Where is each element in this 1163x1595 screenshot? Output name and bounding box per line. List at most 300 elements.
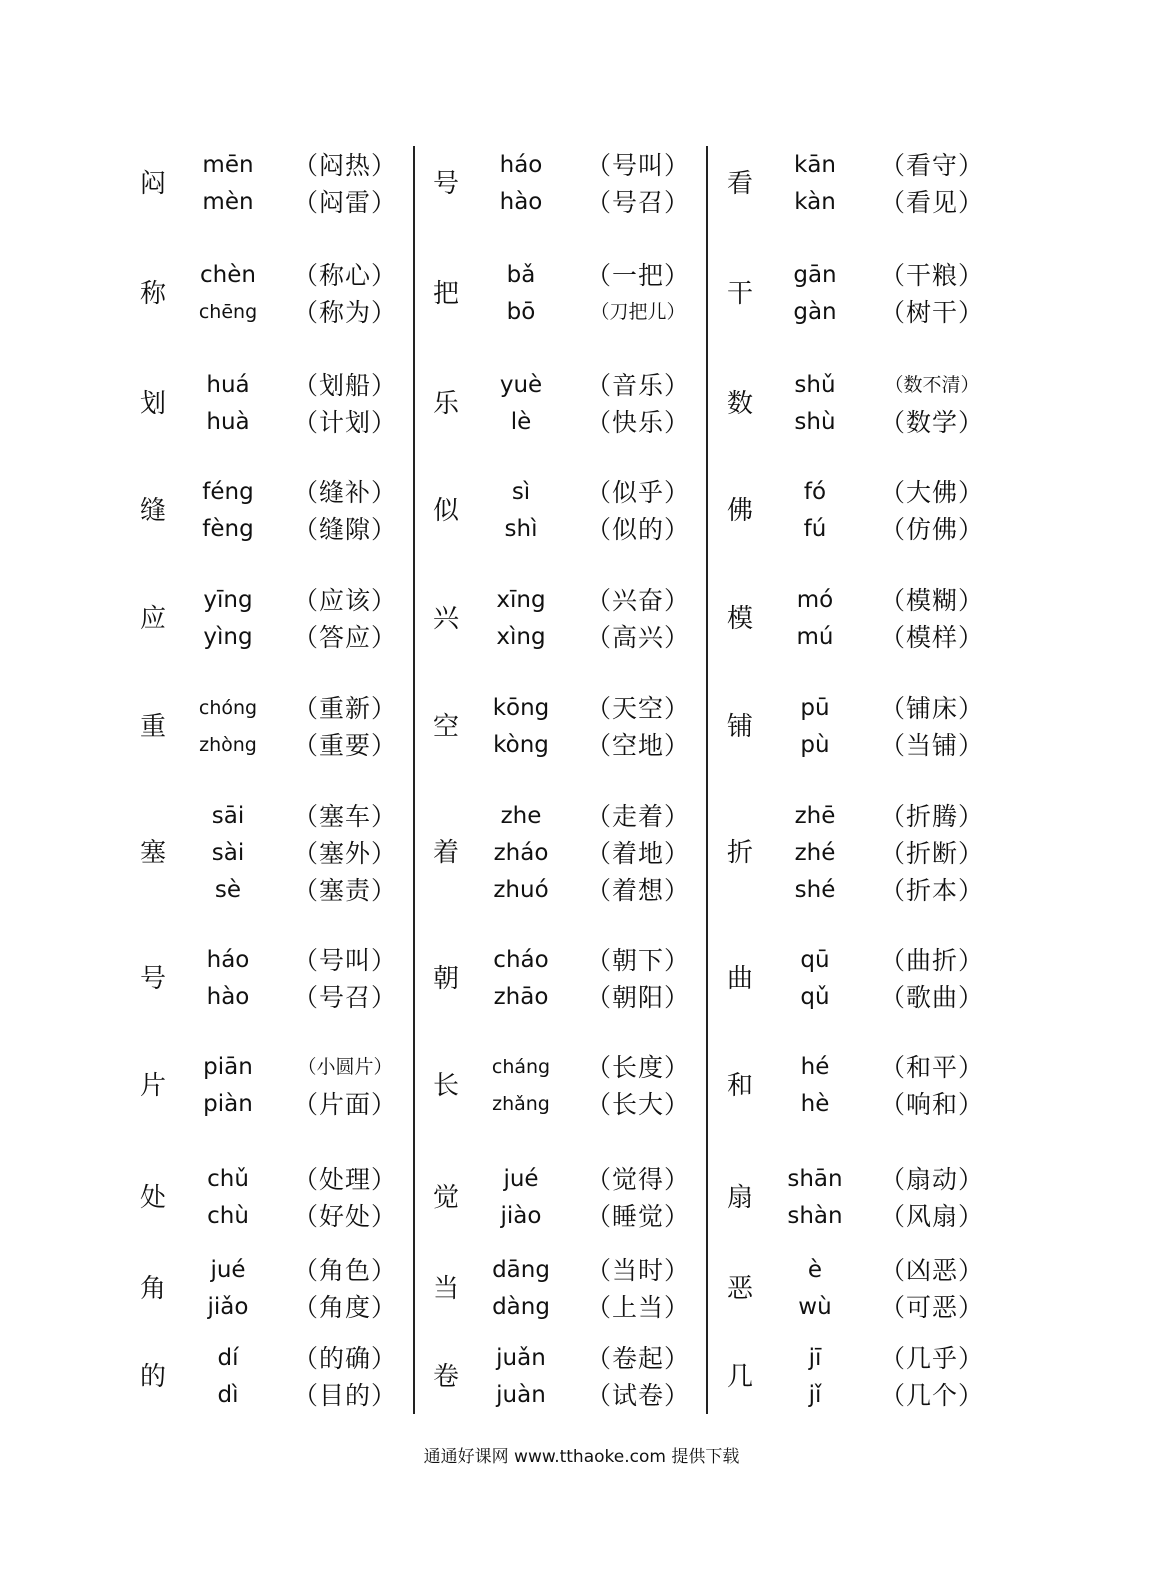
reading-line <box>427 1086 721 1123</box>
reading-line <box>721 1377 1015 1414</box>
reading-line <box>134 979 428 1016</box>
reading-line <box>427 1198 721 1235</box>
polyphone-character: 处 <box>139 1183 166 1213</box>
reading-line <box>134 835 428 872</box>
polyphone-character: 干 <box>726 279 753 309</box>
reading-line <box>427 511 721 548</box>
reading-line <box>427 294 721 331</box>
reading-line <box>721 727 1015 764</box>
reading-line <box>134 294 428 331</box>
pinyin: hào <box>206 984 250 1010</box>
polyphone-entry <box>427 367 721 441</box>
reading-line <box>427 619 721 656</box>
reading-line <box>134 1198 428 1235</box>
reading-line <box>427 1161 721 1198</box>
reading-line <box>427 942 721 979</box>
example-word: （朝阳） <box>585 983 690 1012</box>
pinyin: juàn <box>496 1382 546 1408</box>
polyphone-entry <box>427 1340 721 1414</box>
pinyin: shàn <box>787 1203 843 1229</box>
reading-line <box>721 979 1015 1016</box>
pinyin: hé <box>800 1054 830 1080</box>
example-word: （模糊） <box>879 586 984 615</box>
reading-line <box>134 1289 428 1326</box>
pinyin: shǔ <box>794 372 836 398</box>
example-word: （塞外） <box>292 838 397 868</box>
pinyin: juǎn <box>496 1345 546 1371</box>
pinyin: shé <box>794 876 836 903</box>
polyphone-character: 号 <box>139 964 166 994</box>
example-word: （闷雷） <box>292 188 397 217</box>
example-word: （仿佛） <box>879 515 984 544</box>
example-word: （快乐） <box>585 408 690 437</box>
reading-line <box>134 257 428 294</box>
footer-text: 通通好课网 www.tthaoke.com 提供下载 <box>423 1447 740 1467</box>
column-divider <box>706 146 708 1414</box>
polyphone-character: 长 <box>432 1071 459 1101</box>
reading-line <box>427 474 721 511</box>
polyphone-character: 缝 <box>139 496 166 526</box>
example-word: （称为） <box>292 298 397 327</box>
reading-line <box>721 404 1015 441</box>
polyphone-entry <box>134 474 428 548</box>
pinyin: féng <box>202 479 254 505</box>
pinyin: fú <box>803 516 827 542</box>
reading-line <box>134 1252 428 1289</box>
reading-line <box>134 1086 428 1123</box>
pinyin: kōng <box>492 695 550 721</box>
polyphone-entry <box>721 942 1015 1016</box>
example-word: （可恶） <box>879 1293 984 1322</box>
reading-line <box>721 511 1015 548</box>
reading-line <box>721 942 1015 979</box>
example-word: （走着） <box>585 801 690 831</box>
pinyin: huá <box>206 372 250 398</box>
polyphone-entry <box>134 147 428 221</box>
example-word: （几个） <box>879 1381 984 1410</box>
polyphone-entry <box>427 798 721 909</box>
polyphone-entry <box>721 1340 1015 1414</box>
example-word: （长度） <box>585 1053 690 1082</box>
example-word: （重新） <box>292 694 397 723</box>
example-word: （缝隙） <box>292 515 397 544</box>
reading-line <box>427 835 721 872</box>
example-word: （风扇） <box>879 1202 984 1231</box>
polyphone-character: 划 <box>139 389 166 419</box>
reading-line <box>721 367 1015 404</box>
example-word: （看见） <box>879 188 984 217</box>
polyphone-character: 号 <box>432 169 459 199</box>
polyphone-character: 看 <box>726 169 753 199</box>
example-word: （角度） <box>292 1293 397 1322</box>
pinyin: jǐ <box>808 1382 822 1408</box>
example-word: （树干） <box>879 298 984 327</box>
pinyin: háo <box>206 947 250 973</box>
polyphone-entry <box>134 367 428 441</box>
polyphone-character: 模 <box>726 604 753 634</box>
example-word: （数学） <box>879 408 984 437</box>
example-word: （似乎） <box>585 478 690 507</box>
example-word: （的确） <box>292 1344 397 1373</box>
pinyin: zháo <box>493 839 549 866</box>
example-word: （应该） <box>292 586 397 615</box>
pinyin: dàng <box>492 1294 550 1320</box>
example-word: （扇动） <box>879 1165 984 1194</box>
example-word: （空地） <box>585 731 690 760</box>
pinyin: gàn <box>793 299 837 325</box>
reading-line <box>721 1289 1015 1326</box>
example-word: （试卷） <box>585 1381 690 1410</box>
example-word: （天空） <box>585 694 690 723</box>
example-word: （当时） <box>585 1256 690 1285</box>
polyphone-character: 恶 <box>726 1274 753 1304</box>
example-word: （闷热） <box>292 151 397 180</box>
pinyin: dāng <box>492 1257 550 1283</box>
pinyin: jué <box>210 1257 246 1283</box>
pinyin: chǔ <box>207 1166 249 1192</box>
polyphone-character: 角 <box>139 1274 166 1304</box>
polyphone-character: 和 <box>726 1071 753 1101</box>
example-word: （答应） <box>292 623 397 652</box>
pinyin: qǔ <box>800 984 830 1010</box>
polyphone-entry <box>134 582 428 656</box>
pinyin: zhé <box>794 839 836 866</box>
polyphone-entry <box>721 1161 1015 1235</box>
polyphone-entry <box>721 367 1015 441</box>
polyphone-character: 兴 <box>432 604 459 634</box>
reading-line <box>721 798 1015 835</box>
reading-line <box>721 872 1015 909</box>
pinyin: jiǎo <box>207 1294 249 1320</box>
pinyin: xīng <box>496 587 546 613</box>
polyphone-entry <box>134 942 428 1016</box>
reading-line <box>134 727 428 764</box>
example-word: （号召） <box>585 188 690 217</box>
example-word: （重要） <box>292 731 397 760</box>
reading-line <box>134 1377 428 1414</box>
reading-line <box>134 367 428 404</box>
polyphone-character: 似 <box>432 496 459 526</box>
polyphone-entry <box>427 257 721 331</box>
pinyin: zhē <box>794 802 836 829</box>
example-word: （一把） <box>585 261 690 290</box>
polyphone-character: 着 <box>432 838 459 868</box>
pinyin: sāi <box>211 802 245 829</box>
polyphone-entry <box>134 798 428 909</box>
pinyin: cháng <box>491 1056 551 1078</box>
reading-line <box>427 727 721 764</box>
pinyin: pū <box>800 695 830 721</box>
polyphone-entry <box>721 582 1015 656</box>
pinyin: yuè <box>499 372 543 398</box>
pinyin: yīng <box>203 587 253 613</box>
example-word: （塞责） <box>292 875 397 905</box>
reading-line <box>427 979 721 1016</box>
reading-line <box>427 798 721 835</box>
reading-line <box>721 835 1015 872</box>
pinyin: háo <box>499 152 543 178</box>
pinyin: chèn <box>200 262 256 288</box>
pinyin: gān <box>793 262 837 288</box>
pinyin: jī <box>808 1345 822 1371</box>
pinyin: piān <box>203 1054 253 1080</box>
reading-line <box>721 184 1015 221</box>
reading-line <box>134 511 428 548</box>
example-word: （角色） <box>292 1256 397 1285</box>
example-word: （上当） <box>585 1293 690 1322</box>
example-word: （号叫） <box>292 946 397 975</box>
example-word: （歌曲） <box>879 983 984 1012</box>
polyphone-entry <box>134 257 428 331</box>
reading-line <box>427 1252 721 1289</box>
reading-line <box>721 1161 1015 1198</box>
pinyin: kān <box>794 152 836 178</box>
polyphone-entry <box>427 1049 721 1123</box>
polyphone-entry <box>721 798 1015 909</box>
polyphone-entry <box>134 1049 428 1123</box>
pinyin: piàn <box>203 1091 253 1117</box>
example-word: （称心） <box>292 261 397 290</box>
pinyin: zhuó <box>493 876 549 903</box>
example-word: （大佛） <box>879 478 984 507</box>
example-word: （朝下） <box>585 946 690 975</box>
reading-line <box>427 690 721 727</box>
polyphone-character: 朝 <box>432 964 459 994</box>
polyphone-entry <box>427 474 721 548</box>
example-word: （卷起） <box>585 1344 690 1373</box>
reading-line <box>721 1049 1015 1086</box>
pinyin: zhǎng <box>492 1093 550 1115</box>
reading-line <box>134 147 428 184</box>
reading-line <box>427 184 721 221</box>
reading-line <box>427 404 721 441</box>
example-word: （刀把儿） <box>590 301 686 323</box>
polyphone-entry <box>134 1340 428 1414</box>
polyphone-character: 曲 <box>726 964 753 994</box>
example-word: （号召） <box>292 983 397 1012</box>
pinyin: dì <box>217 1382 239 1408</box>
reading-line <box>427 872 721 909</box>
example-word: （目的） <box>292 1381 397 1410</box>
column-divider <box>413 146 415 1414</box>
reading-line <box>427 257 721 294</box>
pinyin: qū <box>800 947 830 973</box>
reading-line <box>427 1377 721 1414</box>
example-word: （小圆片） <box>297 1056 393 1078</box>
example-word: （好处） <box>292 1202 397 1231</box>
pinyin: kàn <box>794 189 836 215</box>
example-word: （模样） <box>879 623 984 652</box>
pinyin: mēn <box>202 152 254 178</box>
reading-line <box>134 404 428 441</box>
polyphone-character: 闷 <box>139 169 166 199</box>
pinyin: zhāo <box>493 984 549 1010</box>
reading-line <box>427 1340 721 1377</box>
example-word: （兴奋） <box>585 586 690 615</box>
reading-line <box>721 690 1015 727</box>
example-word: （号叫） <box>585 151 690 180</box>
reading-line <box>721 1086 1015 1123</box>
polyphone-character: 称 <box>139 279 166 309</box>
pinyin: chóng <box>198 697 258 719</box>
example-word: （数不清） <box>884 374 980 396</box>
example-word: （塞车） <box>292 801 397 831</box>
pinyin: bǎ <box>506 262 536 288</box>
reading-line <box>427 367 721 404</box>
polyphone-character: 几 <box>726 1362 753 1392</box>
pinyin: shì <box>504 516 538 542</box>
example-word: （划船） <box>292 371 397 400</box>
reading-line <box>134 942 428 979</box>
polyphone-entry <box>427 1252 721 1326</box>
pinyin: sài <box>211 839 245 866</box>
polyphone-character: 片 <box>139 1071 166 1101</box>
reading-line <box>134 1340 428 1377</box>
reading-line <box>134 1049 428 1086</box>
pinyin: kòng <box>493 732 549 758</box>
polyphone-character: 扇 <box>726 1183 753 1213</box>
reading-line <box>721 619 1015 656</box>
pinyin: fèng <box>202 516 254 542</box>
reading-line <box>427 147 721 184</box>
polyphone-character: 卷 <box>432 1362 459 1392</box>
example-word: （长大） <box>585 1090 690 1119</box>
reading-line <box>721 474 1015 511</box>
pinyin: fó <box>803 479 827 505</box>
pinyin: pù <box>800 732 830 758</box>
reading-line <box>721 582 1015 619</box>
reading-line <box>721 147 1015 184</box>
reading-line <box>134 474 428 511</box>
reading-line <box>134 582 428 619</box>
polyphone-entry <box>427 942 721 1016</box>
pinyin: huà <box>206 409 250 435</box>
example-word: （凶恶） <box>879 1256 984 1285</box>
example-word: （着地） <box>585 838 690 868</box>
pinyin: wù <box>798 1294 832 1320</box>
pinyin: lè <box>510 409 532 435</box>
reading-line <box>721 1198 1015 1235</box>
polyphone-character: 折 <box>726 838 753 868</box>
example-word: （高兴） <box>585 623 690 652</box>
example-word: （睡觉） <box>585 1202 690 1231</box>
reading-line <box>134 619 428 656</box>
reading-line <box>427 1289 721 1326</box>
example-word: （几乎） <box>879 1344 984 1373</box>
pinyin: jué <box>503 1166 539 1192</box>
example-word: （和平） <box>879 1053 984 1082</box>
example-word: （干粮） <box>879 261 984 290</box>
pinyin: bō <box>506 299 536 325</box>
pinyin: sè <box>214 876 242 903</box>
polyphone-character: 塞 <box>139 838 166 868</box>
reading-line <box>721 294 1015 331</box>
pinyin: chù <box>207 1203 249 1229</box>
polyphone-entry <box>427 147 721 221</box>
polyphone-entry <box>134 1161 428 1235</box>
example-word: （折腾） <box>879 801 984 831</box>
pinyin: zhòng <box>199 734 257 756</box>
example-word: （片面） <box>292 1090 397 1119</box>
reading-line <box>427 582 721 619</box>
example-word: （折本） <box>879 875 984 905</box>
polyphone-entry <box>134 690 428 764</box>
polyphone-entry <box>721 690 1015 764</box>
polyphone-entry <box>721 257 1015 331</box>
reading-line <box>134 872 428 909</box>
reading-line <box>427 1049 721 1086</box>
polyphone-entry <box>427 690 721 764</box>
pinyin: mèn <box>202 189 254 215</box>
example-word: （响和） <box>879 1090 984 1119</box>
reading-line <box>134 184 428 221</box>
pinyin: cháo <box>493 947 549 973</box>
example-word: （着想） <box>585 875 690 905</box>
polyphone-character: 空 <box>432 712 459 742</box>
pinyin: mó <box>796 587 834 613</box>
pinyin: sì <box>511 479 531 505</box>
reading-line <box>721 1340 1015 1377</box>
polyphone-character: 数 <box>726 389 753 419</box>
reading-line <box>721 257 1015 294</box>
example-word: （缝补） <box>292 478 397 507</box>
example-word: （似的） <box>585 515 690 544</box>
reading-line <box>134 1161 428 1198</box>
polyphone-entry <box>721 1252 1015 1326</box>
example-word: （处理） <box>292 1165 397 1194</box>
reading-line <box>134 798 428 835</box>
example-word: （铺床） <box>879 694 984 723</box>
polyphone-entry <box>721 474 1015 548</box>
polyphone-character: 应 <box>139 604 166 634</box>
polyphone-character: 觉 <box>432 1183 459 1213</box>
polyphone-character: 佛 <box>726 496 753 526</box>
example-word: （当铺） <box>879 731 984 760</box>
pinyin: jiào <box>500 1203 542 1229</box>
reading-line <box>134 690 428 727</box>
example-word: （曲折） <box>879 946 984 975</box>
polyphone-entry <box>427 1161 721 1235</box>
polyphone-character: 把 <box>432 279 459 309</box>
polyphone-character: 重 <box>139 712 166 742</box>
example-word: （看守） <box>879 151 984 180</box>
pinyin: zhe <box>500 802 542 829</box>
pinyin: mú <box>796 624 834 650</box>
pinyin: è <box>807 1257 823 1283</box>
polyphone-character: 铺 <box>726 712 753 742</box>
polyphone-character: 当 <box>432 1274 459 1304</box>
example-word: （音乐） <box>585 371 690 400</box>
example-word: （觉得） <box>585 1165 690 1194</box>
reading-line <box>721 1252 1015 1289</box>
pinyin: shān <box>787 1166 843 1192</box>
pinyin: hè <box>800 1091 830 1117</box>
pinyin: shù <box>794 409 836 435</box>
polyphone-entry <box>134 1252 428 1326</box>
polyphone-character: 乐 <box>432 389 459 419</box>
pinyin: hào <box>499 189 543 215</box>
polyphone-character: 的 <box>139 1362 166 1392</box>
pinyin: chēng <box>198 301 258 323</box>
example-word: （折断） <box>879 838 984 868</box>
pinyin: xìng <box>496 624 546 650</box>
pinyin: dí <box>217 1345 239 1371</box>
polyphone-entry <box>427 582 721 656</box>
pinyin: yìng <box>203 624 253 650</box>
polyphone-entry <box>721 147 1015 221</box>
polyphone-entry <box>721 1049 1015 1123</box>
example-word: （计划） <box>292 408 397 437</box>
